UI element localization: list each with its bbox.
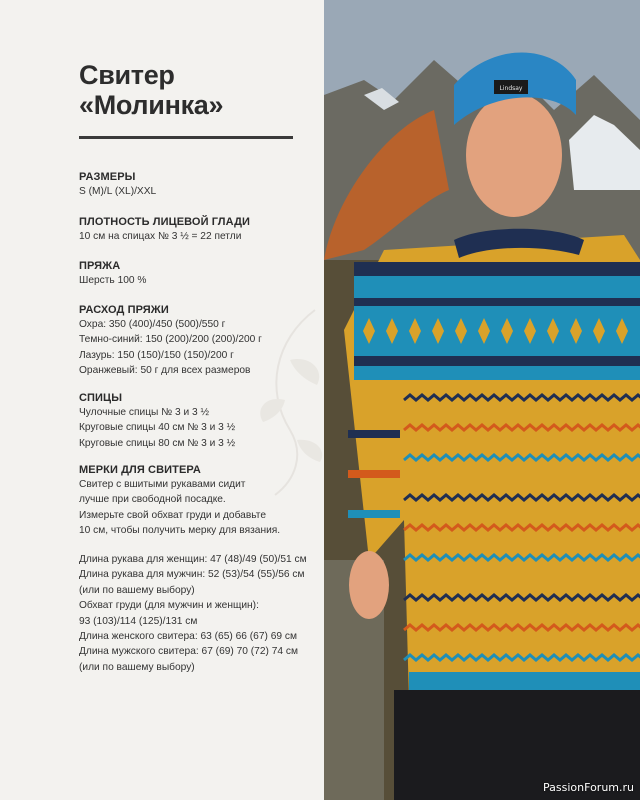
section-heading: ПЛОТНОСТЬ ЛИЦЕВОЙ ГЛАДИ	[79, 216, 251, 228]
headband-label-text: Lindsay	[499, 85, 523, 92]
section-line: Свитер с вшитыми рукавами сидит	[79, 479, 246, 490]
yoke-band	[354, 356, 640, 366]
section-line: Темно-синий: 150 (200)/200 (200)/200 г	[79, 334, 262, 346]
section-line: Чулочные спицы № 3 и 3 ½	[79, 407, 209, 418]
section-line: (или по вашему выбору)	[79, 584, 195, 596]
yoke-band	[354, 366, 640, 380]
section-line: Обхват груди (для мужчин и женщин):	[79, 600, 259, 612]
section-line: 10 см на спицах № 3 ½ = 22 петли	[79, 231, 242, 242]
model-photo	[324, 0, 640, 800]
section-line: Лазурь: 150 (150)/150 (150)/200 г	[79, 349, 234, 361]
section-heading: РАСХОД ПРЯЖИ	[79, 304, 169, 316]
section-line: Длина рукава для мужчин: 52 (53)/54 (55)/56 см	[79, 569, 305, 581]
hand	[349, 551, 389, 619]
section-line: Длина женского свитера: 63 (65) 66 (67) 69 см	[79, 631, 297, 643]
section-measures	[79, 463, 329, 539]
section-line: Шерсть 100 %	[79, 275, 147, 286]
section-heading: МЕРКИ ДЛЯ СВИТЕРА	[79, 464, 201, 476]
title-divider	[79, 136, 293, 139]
section-yarn-consumption	[79, 303, 329, 379]
section-line: лучше при свободной посадке.	[79, 494, 226, 506]
title-block	[79, 60, 319, 139]
section-line: Круговые спицы 40 см № 3 и 3 ½	[79, 422, 236, 434]
title-line-1: Свитер	[79, 60, 175, 90]
section-line: 93 (103)/114 (125)/131 см	[79, 615, 198, 627]
yoke-band	[354, 298, 640, 306]
sleeve-band	[348, 430, 400, 438]
section-yarn	[79, 259, 329, 288]
section-gauge	[79, 215, 329, 244]
section-dimensions	[79, 552, 329, 675]
section-line: S (M)/L (XL)/XXL	[79, 186, 157, 197]
section-heading: СПИЦЫ	[79, 392, 123, 404]
section-sizes	[79, 170, 329, 199]
section-heading: РАЗМЕРЫ	[79, 171, 136, 183]
section-line: 10 см, чтобы получить мерку для вязания.	[79, 525, 281, 537]
section-heading: ПРЯЖА	[79, 260, 121, 272]
sweater-photo-illustration	[324, 0, 640, 800]
section-line: Охра: 350 (400)/450 (500)/550 г	[79, 319, 226, 330]
yoke-band	[354, 276, 640, 298]
yoke-band	[354, 262, 640, 276]
section-line: Длина рукава для женщин: 47 (48)/49 (50)/51 см	[79, 554, 307, 565]
title-line-2: «Молинка»	[79, 90, 224, 120]
section-line: Измерьте свой обхват груди и добавьте	[79, 509, 266, 521]
section-line: (или по вашему выбору)	[79, 661, 195, 673]
sleeve-band	[348, 470, 400, 478]
page-title	[79, 60, 319, 120]
section-line: Оранжевый: 50 г для всех размеров	[79, 365, 251, 377]
section-line: Длина мужского свитера: 67 (69) 70 (72) 74 см	[79, 646, 299, 658]
section-line: Круговые спицы 80 см № 3 и 3 ½	[79, 437, 236, 449]
face	[466, 93, 562, 217]
section-needles	[79, 391, 329, 451]
site-credit: PassionForum.ru	[543, 781, 634, 794]
sleeve-band	[348, 510, 400, 518]
